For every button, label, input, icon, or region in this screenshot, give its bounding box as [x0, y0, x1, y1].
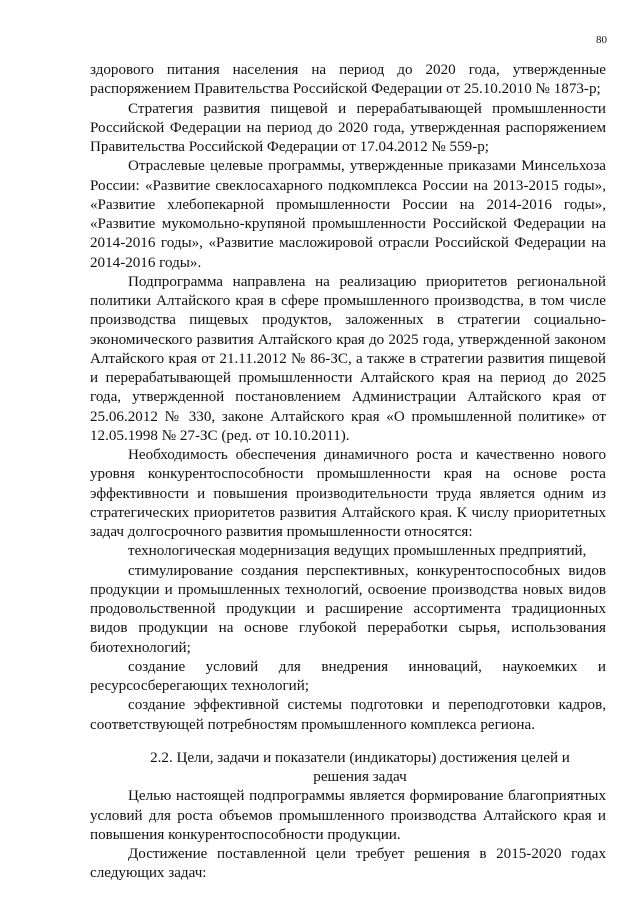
paragraph: Необходимость обеспечения динамичного роста и качественно нового уровня конкурентоспособности промышленности края на основе роста эффективности и повышения производительности труда является одним из стратегических приоритетов развития Алтайского края. К числу приоритетных задач долгосрочного развития промышленности относятся:: [90, 447, 606, 540]
page-number: 80: [596, 34, 607, 46]
paragraph: Достижение поставленной цели требует решения в 2015-2020 годах следующих задач:: [90, 846, 606, 882]
list-item: создание эффективной системы подготовки и переподготовки кадров, соответствующей потребностям промышленного комплекса региона.: [90, 697, 606, 733]
paragraph: здорового питания населения на период до 2020 года, утвержденные распоряжением Правительства Российской Федерации от 25.10.2010 № 1873-р;: [90, 62, 606, 98]
paragraph: Целью настоящей подпрограммы является формирование благоприятных условий для роста объемов промышленного производства Алтайского края и повышения конкурентоспособности продукции.: [90, 788, 606, 843]
list-item: технологическая модернизация ведущих промышленных предприятий,: [128, 543, 587, 560]
list-item: стимулирование создания перспективных, конкурентоспособных видов продукции и промышленных технологий, освоение производства новых видов продовольственной продукции и расширение ассортимента традиционных видов продукции на основе глубокой переработки сырья, использования биотехнологий;: [90, 562, 606, 656]
section-heading-line: решения задач: [313, 769, 407, 785]
section-heading: [90, 749, 606, 788]
section-heading-line: 2.2. Цели, задачи и показатели (индикаторы) достижения целей и: [150, 749, 570, 766]
list-item: создание условий для внедрения инноваций, наукоемких и ресурсосберегающих технологий;: [90, 658, 606, 694]
paragraph: Стратегия развития пищевой и перерабатывающей промышленности Российской Федерации на период до 2020 года, утвержденная распоряжением Правительства Российской Федерации от 17.04.2012 № 559-р;: [90, 100, 606, 155]
paragraph: Подпрограмма направлена на реализацию приоритетов региональной политики Алтайского края в сфере промышленного производства, в том числе производства пищевых продуктов, заложенных в стратегии социально-экономического развития Алтайского края до 2025 года, утвержденной законом Алтайского края от 21.11.2012 № 86-ЗС, а также в стратегии развития пищевой и перерабатывающей промышленности Алтайского края на период до 2025 года, утвержденной постановлением Администрации Алтайского края от 25.06.2012 № 330, законе Алтайского края «О промышленной политике» от 12.05.1998 № 27-ЗС (ред. от 10.10.2011).: [90, 273, 606, 444]
paragraph: Отраслевые целевые программы, утвержденные приказами Минсельхоза России: «Развитие свеклосахарного подкомплекса России на 2013-2015 годы», «Развитие хлебопекарной промышленности России на 2014-2016 годы», «Развитие мукомольно-крупяной промышленности Российской Федерации на 2014-2016 годы», «Развитие масложировой отрасли Российской Федерации на 2014-2016 годы».: [90, 158, 606, 271]
document-body: [90, 61, 606, 884]
